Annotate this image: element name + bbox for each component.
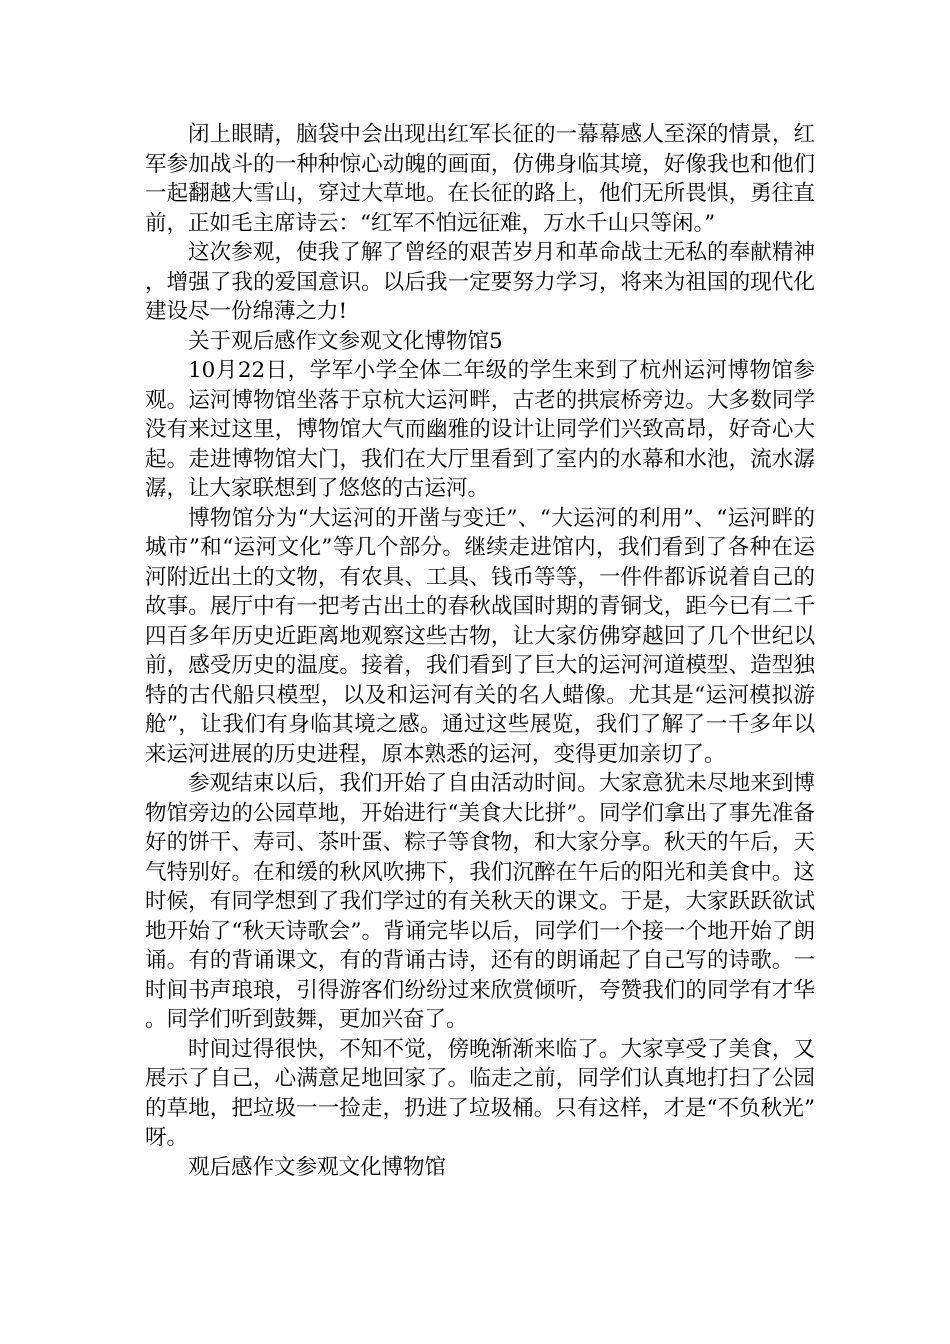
- document-body: [145, 120, 815, 1182]
- paragraph-free-activity: 参观结束以后，我们开始了自由活动时间。大家意犹未尽地来到博物馆旁边的公园草地，开始进行“美食大比拼”。同学们拿出了事先准备好的饼干、寿司、茶叶蛋、粽子等食物，和大家分享。秋天的午后，天气特别好。在和缓的秋风吹拂下，我们沉醉在午后的阳光和美食中。这时候，有同学想到了我们学过的有关秋天的课文。于是，大家跃跃欲试地开始了“秋天诗歌会”。背诵完毕以后，同学们一个接一个地开始了朗诵。有的背诵课文，有的背诵古诗，还有的朗诵起了自己写的诗歌。一时间书声琅琅，引得游客们纷纷过来欣赏倾听，夸赞我们的同学有才华。同学们听到鼓舞，更加兴奋了。: [145, 771, 815, 1032]
- paragraph-long-march-memory: 闭上眼睛，脑袋中会出现出红军长征的一幕幕感人至深的情景，红军参加战斗的一种种惊心动魄的画面，仿佛身临其境，好像我也和他们一起翻越大雪山，穿过大草地。在长征的路上，他们无所畏惧，勇往直前，正如毛主席诗云：“红军不怕远征难，万水千山只等闲。”: [145, 122, 815, 236]
- paragraph-museum-exhibits: 博物馆分为“大运河的开凿与变迁”、“大运河的利用”、“运河畔的城市”和“运河文化”等几个部分。继续走进馆内，我们看到了各种在运河附近出土的文物，有农具、工具、钱币等等，一件件都诉说着自己的故事。展厅中有一把考古出土的春秋战国时期的青铜戈，距今已有二千四百多年历史近距离地观察这些古物，让大家仿佛穿越回了几个世纪以前，感受历史的温度。接着，我们看到了巨大的运河河道模型、造型独特的古代船只模型，以及和运河有关的名人蜡像。尤其是“运河模拟游舱”，让我们有身临其境之感。通过这些展览，我们了解了一千多年以来运河进展的历史进程，原本熟悉的运河，变得更加亲切了。: [145, 505, 815, 767]
- section-heading-essay-title: 观后感作文参观文化博物馆: [188, 1154, 447, 1180]
- paragraph-canal-museum-arrival: 10月22日，学军小学全体二年级的学生来到了杭州运河博物馆参观。运河博物馆坐落于京杭大运河畔，古老的拱宸桥旁边。大多数同学没有来过这里，博物馆大气而幽雅的设计让同学们兴致高昂，好奇心大起。走进博物馆大门，我们在大厅里看到了室内的水幕和水池，流水潺潺，让大家联想到了悠悠的古运河。: [145, 358, 815, 501]
- paragraph-visit-reflection: 这次参观，使我了解了曾经的艰苦岁月和革命战士无私的奉献精神，增强了我的爱国意识。以后我一定要努力学习，将来为祖国的现代化建设尽一份绵薄之力!: [145, 240, 815, 324]
- section-heading-essay-5: 关于观后感作文参观文化博物馆5: [188, 328, 503, 354]
- paragraph-going-home: 时间过得很快，不知不觉，傍晚渐渐来临了。大家享受了美食，又展示了自己，心满意足地回家了。临走之前，同学们认真地打扫了公园的草地，把垃圾一一捡走，扔进了垃圾桶。只有这样，才是“不负秋光”呀。: [145, 1036, 815, 1150]
